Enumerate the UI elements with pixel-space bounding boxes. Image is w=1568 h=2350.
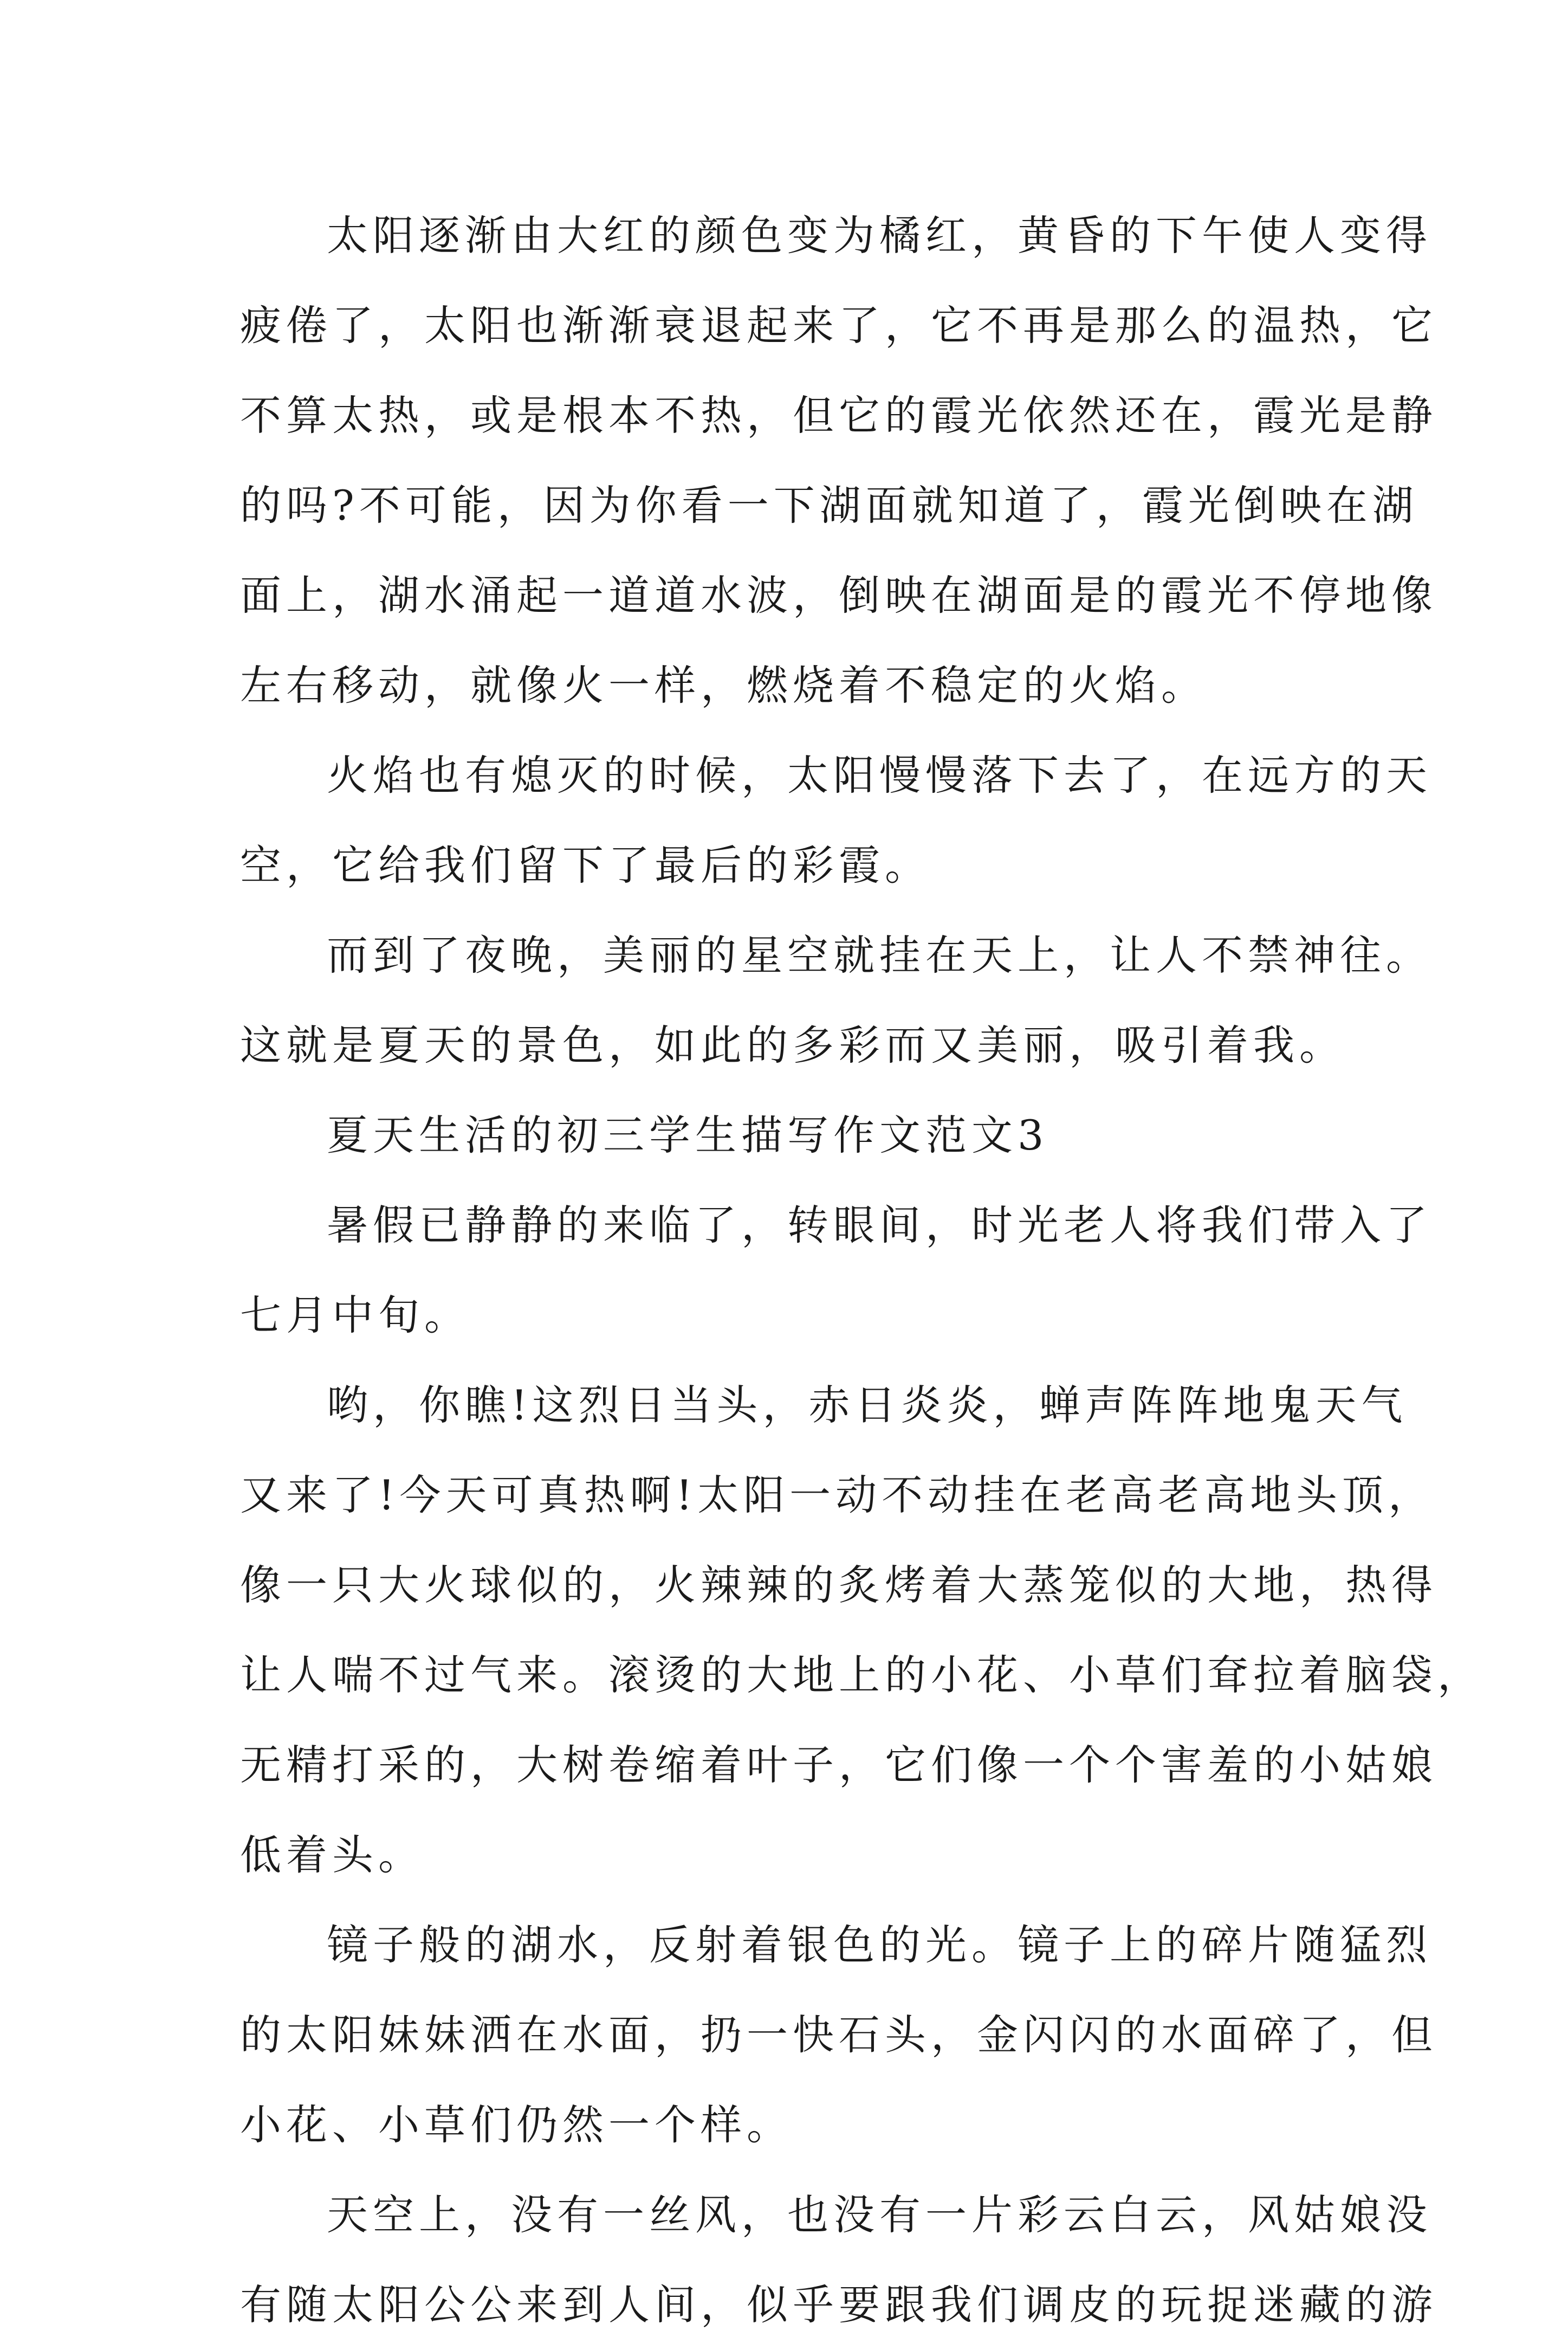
text-line: 这就是夏天的景色，如此的多彩而又美丽，吸引着我。 — [240, 1021, 1345, 1069]
text-line: 的吗?不可能，因为你看一下湖面就知道了，霞光倒映在湖 — [240, 481, 1418, 530]
text-line: 空，它给我们留下了最后的彩霞。 — [240, 841, 931, 889]
text-line: 镜子般的湖水，反射着银色的光。镜子上的碎片随猛烈 — [327, 1921, 1432, 1969]
text-line: 暑假已静静的来临了，转眼间，时光老人将我们带入了 — [327, 1201, 1432, 1249]
essay-text — [240, 191, 1483, 2350]
text-line: 不算太热，或是根本不热，但它的霞光依然还在，霞光是静 — [240, 391, 1437, 440]
text-line: 无精打采的，大树卷缩着叶子，它们像一个个害羞的小姑娘 — [240, 1741, 1437, 1789]
text-line: 左右移动，就像火一样，燃烧着不稳定的火焰。 — [240, 661, 1207, 709]
text-line: 有随太阳公公来到人间，似乎要跟我们调皮的玩捉迷藏的游 — [240, 2281, 1437, 2329]
text-line: 夏天生活的初三学生描写作文范文3 — [327, 1111, 1049, 1159]
text-line: 低着头。 — [240, 1831, 424, 1879]
text-line: 的太阳妹妹洒在水面，扔一快石头，金闪闪的水面碎了，但 — [240, 2011, 1437, 2059]
text-line: 又来了!今天可真热啊!太阳一动不动挂在老高老高地头顶， — [240, 1471, 1435, 1519]
text-line: 让人喘不过气来。滚烫的大地上的小花、小草们耷拉着脑袋， — [240, 1651, 1483, 1699]
text-line: 哟，你瞧!这烈日当头，赤日炎炎，蝉声阵阵地鬼天气 — [327, 1381, 1408, 1429]
text-line: 天空上，没有一丝风，也没有一片彩云白云，风姑娘没 — [327, 2191, 1432, 2239]
text-line: 火焰也有熄灭的时候，太阳慢慢落下去了，在远方的天 — [327, 751, 1432, 799]
text-line: 疲倦了，太阳也渐渐衰退起来了，它不再是那么的温热，它 — [240, 301, 1437, 350]
text-line: 而到了夜晚，美丽的星空就挂在天上，让人不禁神往。 — [327, 931, 1432, 979]
text-line: 七月中旬。 — [240, 1291, 470, 1339]
text-line: 太阳逐渐由大红的颜色变为橘红，黄昏的下午使人变得 — [327, 211, 1432, 260]
text-line: 面上，湖水涌起一道道水波，倒映在湖面是的霞光不停地像 — [240, 571, 1437, 619]
text-line: 像一只大火球似的，火辣辣的炙烤着大蒸笼似的大地，热得 — [240, 1561, 1437, 1609]
text-line: 小花、小草们仍然一个样。 — [240, 2101, 793, 2149]
